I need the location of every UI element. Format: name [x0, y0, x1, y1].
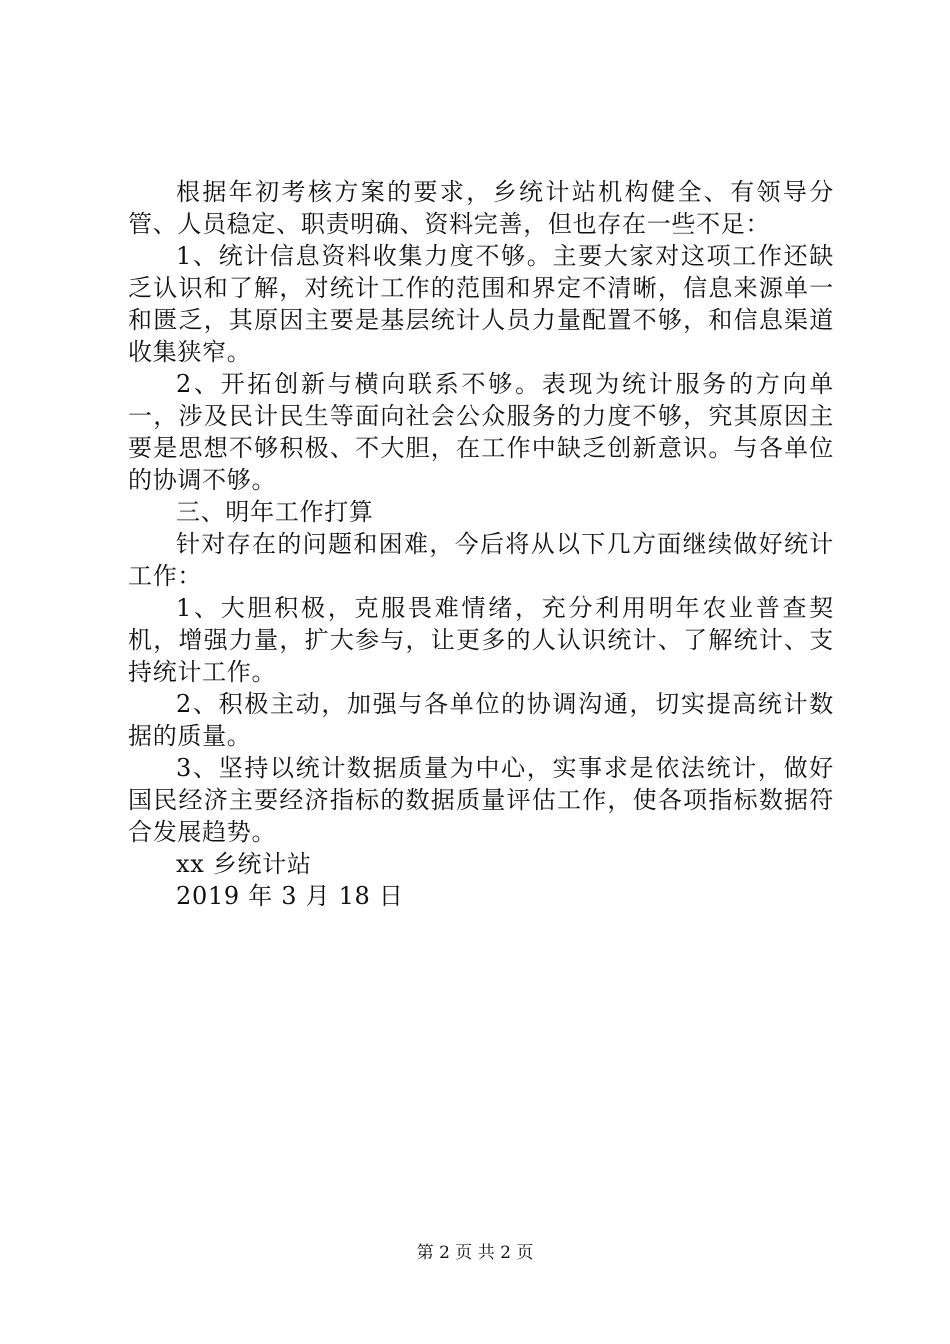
paragraph-plan-intro: 针对存在的问题和困难，今后将从以下几方面继续做好统计工作：: [128, 530, 834, 590]
paragraph-plan-2: 2、积极主动，加强与各单位的协调沟通，切实提高统计数据的质量。: [128, 690, 834, 750]
paragraph-plan-1: 1、大胆积极，克服畏难情绪，充分利用明年农业普查契机，增强力量，扩大参与，让更多的人认识统计、了解统计、支持统计工作。: [128, 594, 834, 686]
page-number-footer: 第 2 页 共 2 页: [416, 1243, 534, 1263]
document-body: [128, 176, 834, 912]
paragraph-issue-1: 1、统计信息资料收集力度不够。主要大家对这项工作还缺乏认识和了解，对统计工作的范围和界定不清晰，信息来源单一和匮乏，其原因主要是基层统计人员力量配置不够，和信息渠道收集狭窄。: [128, 242, 834, 366]
section-heading: 三、明年工作打算: [176, 498, 374, 526]
paragraph-issue-2: 2、开拓创新与横向联系不够。表现为统计服务的方向单一，涉及民计民生等面向社会公众服务的力度不够，究其原因主要是思想不够积极、不大胆，在工作中缺乏创新意识。与各单位的协调不够。: [128, 370, 834, 494]
paragraph-plan-3: 3、坚持以统计数据质量为中心，实事求是依法统计，做好国民经济主要经济指标的数据质量评估工作，使各项指标数据符合发展趋势。: [128, 754, 834, 846]
date: 2019 年 3 月 18 日: [176, 882, 404, 910]
signature: xx 乡统计站: [176, 850, 312, 878]
paragraph-intro: 根据年初考核方案的要求，乡统计站机构健全、有领导分管、人员稳定、职责明确、资料完善，但也存在一些不足：: [128, 178, 834, 238]
